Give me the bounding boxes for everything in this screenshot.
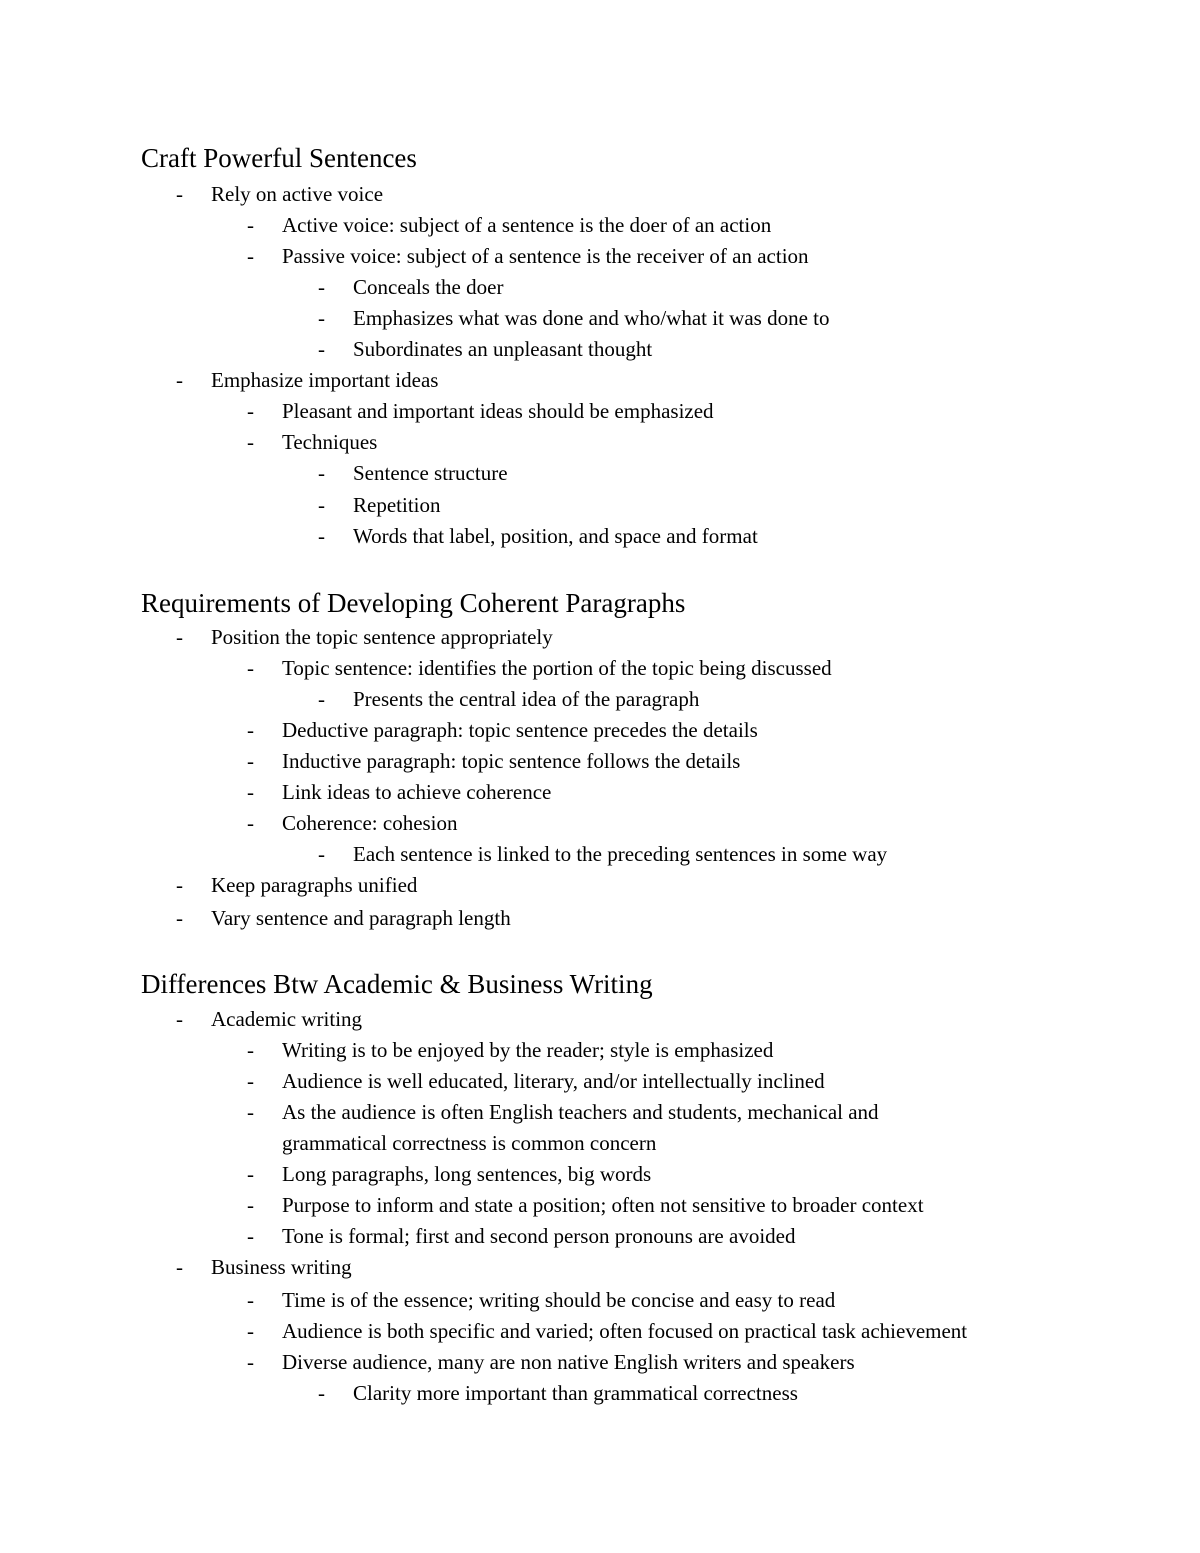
document-page: Craft Powerful Sentences - Rely on active voice - Active voice: subject of a sentence is the doer of an action - Passive voice: subject of a sentence is the receiver of an action - Conceals the doer - Emphasizes what was done and who/what it was done to - Subordinates an unpleasant thought - Emphasize important ideas - Pleasant and important ideas should be emphasized - Techniques - Sentence structure - Repetition - Words that label, position, and space and format Requirements of Developing Coherent Paragraphs - Position the topic sentence appropriately - Topic sentence: identifies the portion of the topic being discussed - Presents the central idea of the paragraph - Deductive paragraph: topic sentence precedes the details - Inductive paragraph: topic sentence follows the details - Link ideas to achieve coherence - Coherence: cohesion - Each sentence is linked to the preceding sentences in some way - Keep paragraphs unified - Vary sentence and paragraph length Differences Btw Academic & Business Writing - Academic writing - Writing is to be enjoyed by the reader; style is emphasized - Audience is well educated, literary, and/or intellectually inclined - As the audience is often English teachers and students, mechanical and grammatical correctness is common concern - Long paragraphs, long sentences, big words - Purpose to inform and state a position; often not sensitive to broader context - Tone is formal; first and second person pronouns are avoided - Business writing - Time is of the essence; writing should be concise and easy to read - Audience is both specific and varied; often focused on practical task achievement - Diverse audience, many are non native English writers and speakers - Clarity more important than grammatical correctness bbox=[141, 143, 968, 1405]
section-heading-academic-business-writing: Differences Btw Academic & Business Writing bbox=[141, 969, 653, 999]
section-heading-coherent-paragraphs: Requirements of Developing Coherent Paragraphs bbox=[141, 588, 686, 618]
section-heading-craft-powerful-sentences: Craft Powerful Sentences bbox=[141, 143, 417, 173]
